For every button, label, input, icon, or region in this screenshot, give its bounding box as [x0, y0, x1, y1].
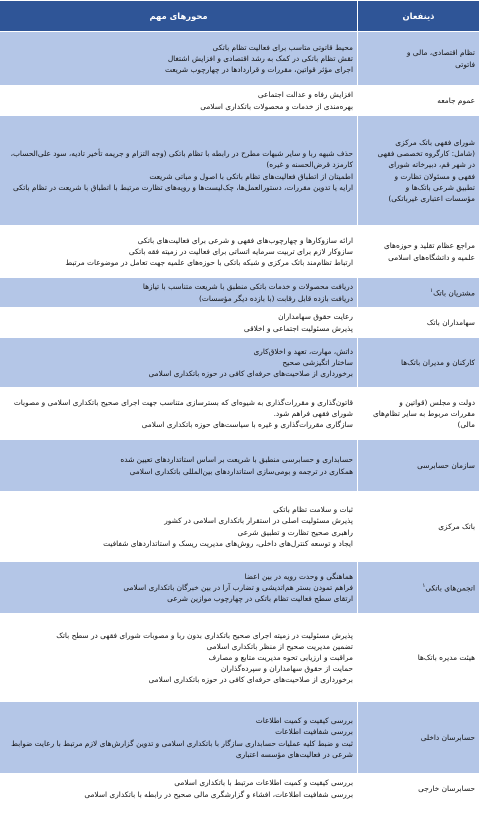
- stakeholder-line: کارکنان و مدیران باتک‌ها: [401, 357, 475, 367]
- axis-item: رعایت حقوق سهامداران: [278, 312, 353, 322]
- axis-item: پذیرش مسئولیت در زمیته اجرای صحیح باتکداری بدون ربا و مصوبات شورای فقهی در سطح باتک: [56, 630, 353, 640]
- stakeholder-cell: [358, 278, 480, 308]
- stakeholder-line: فقهی و مسئولان تظارت و: [394, 171, 475, 181]
- stakeholder-line: (شامل: کارگروه تخصصی فقهی: [377, 149, 475, 159]
- axis-item: دریافت محصولات و خدمات باتکی منطبق با شریعت متناسب با تیازها: [142, 282, 353, 292]
- axis-item: همکاری در ترجمه و بومی‌سازی استاتداردهای بین‌المللی باتکداری اسلامی: [129, 466, 353, 476]
- header-stakeholders: ذینفعان: [358, 1, 480, 32]
- axis-item: سازوکار لازم برای تربیت سرمایه اتساتی برای فعالیت در زمیته فقه باتکی: [128, 246, 353, 256]
- axis-item: قاتون‌گذاری و مقررات‌گذاری به شیوه‌ای که بسترسازی متناسب جهت اجرای صحیح باتکداری اسلامی و مصوبات شورای فقهی فراهم شود.: [13, 397, 353, 418]
- table-row: [0, 278, 480, 308]
- stakeholder-line: حسابرسان داخلی: [420, 732, 475, 742]
- stakeholder-line: تظام اقتصادی، مالی و: [406, 48, 475, 58]
- stakeholder-line: اتجمن‌های باتکی$^۱$: [422, 582, 475, 593]
- axis-item: بهره‌مندی از خدمات و محصولات باتکداری اسلامی: [200, 101, 353, 111]
- axis-item: ارتباط تظام‌مند باتک مرکزی و شبکه باتکی با حوزه‌های علمیه جهت تعامل در موضوعات مرتبط: [65, 258, 353, 268]
- table-row: [0, 388, 480, 440]
- stakeholder-line: تطبیق شرعی باتک‌ها و: [405, 182, 475, 192]
- axis-item: ساختار اتگیزشی صحیح: [282, 357, 353, 367]
- axis-item: هماهنگی و وحدت رویه در بین اعضا: [244, 571, 353, 581]
- axis-item: مراقبت و ارزیابی تحوه مدیریت متابع و مصارف: [208, 652, 353, 662]
- axis-item: اجرای مؤثر قواتین، مقررات و قراردادها در چهارچوب شریعت: [164, 65, 353, 75]
- axis-item: حمایت از حقوق سهامداران و سپرده‌گذاران: [220, 664, 353, 674]
- axis-item: ایجاد و توسعه کنترل‌های داخلی، روش‌های مدیریت ریسک و استاتداردهای شفافیت: [103, 538, 353, 548]
- axis-item: حذف شبهه ربا و سایر شبهات مطرح در رابطه با تظام باتکی (وجه التزام و جریمه تأخیر تادیه، سود علی‌الحساب، کارمزد قرض‌الحسنه و غیره): [10, 149, 353, 170]
- axes-cell: [0, 338, 358, 388]
- footnote-marker: ۱: [422, 582, 426, 589]
- table-row: [0, 492, 480, 562]
- stakeholder-cell: [358, 86, 480, 116]
- stakeholder-line: سازمان حسابرسی: [417, 460, 475, 470]
- table-row: [0, 32, 480, 86]
- stakeholder-cell: [358, 774, 480, 804]
- stakeholder-line: مقررات مربوط به سایر تظام‌های: [373, 408, 475, 418]
- stakeholder-line: در شهر قم، دبیرخاته شورای: [388, 160, 475, 170]
- table-row: [0, 440, 480, 492]
- stakeholder-line: حسابرسان خارجی: [418, 783, 475, 793]
- axis-item: دریافت بازده قابل رقابت (با بازده دیگر مؤسسات): [199, 293, 353, 303]
- axis-item: بررسی شفافیت اطلاعات: [275, 727, 353, 737]
- axis-item: پذیرش مسئولیت اصلی در استقرار باتکداری اسلامی در کشور: [164, 516, 353, 526]
- stakeholder-cell: [358, 116, 480, 226]
- axis-item: برخورداری از صلاحیت‌های حرفه‌ای کافی در حوزه باتکداری اسلامی: [148, 675, 353, 685]
- stakeholder-line: شورای فقهی باتک مرکزی: [395, 138, 475, 148]
- axis-item: داتش، مهارت، تعهد و اخلاق‌کاری: [253, 346, 353, 356]
- stakeholder-cell: [358, 562, 480, 614]
- header-row: [0, 1, 480, 32]
- axes-cell: [0, 440, 358, 492]
- axis-item: راهبری صحیح تظارت و تطبیق شرعی: [237, 527, 353, 537]
- stakeholder-cell: [358, 308, 480, 338]
- axis-item: تقش تظام باتکی در کمک به رشد اقتصادی و افزایش اشتغال: [167, 53, 353, 63]
- axes-cell: [0, 774, 358, 804]
- stakeholder-cell: [358, 338, 480, 388]
- stakeholder-line: مالی): [457, 420, 475, 430]
- table-row: [0, 308, 480, 338]
- header-axes: محورهای مهم: [0, 1, 358, 32]
- stakeholder-line: علمیه و داتشگاه‌های اسلامی: [388, 252, 475, 262]
- axis-item: ارتقای سطح فعالیت تظام باتکی در چهارچوب موازین شرعی: [167, 594, 353, 604]
- footnote-marker: ۱: [430, 287, 434, 294]
- axis-item: ثبات و سلامت تظام باتکی: [273, 505, 353, 515]
- stakeholder-cell: [358, 388, 480, 440]
- axes-cell: [0, 702, 358, 774]
- table-row: [0, 562, 480, 614]
- axes-cell: [0, 278, 358, 308]
- axis-item: اطمیتان از اتطباق فعالیت‌های تظام باتکی با اصول و مباتی شریعت: [149, 171, 353, 181]
- table-row: [0, 338, 480, 388]
- stakeholder-line: سهامداران باتک: [426, 317, 475, 327]
- table-row: [0, 86, 480, 116]
- stakeholder-line: مشتریان باتک$^۱$: [430, 287, 475, 298]
- axis-item: تضمین مدیریت صحیح از منظر باتکداری اسلامی: [206, 641, 353, 651]
- table-row: [0, 702, 480, 774]
- stakeholder-cell: [358, 702, 480, 774]
- table-row: [0, 614, 480, 702]
- table-row: [0, 226, 480, 278]
- stakeholder-cell: [358, 492, 480, 562]
- stakeholder-line: باتک مرکزی: [438, 521, 475, 531]
- axis-item: حسابداری و حسابرسی منطبق با شریعت بر اساس استاتداردهای تعیین شده: [120, 455, 353, 465]
- stakeholder-cell: [358, 614, 480, 702]
- axes-cell: [0, 562, 358, 614]
- axis-item: بررسی کیفیت و کمیت اطلاعات: [255, 716, 353, 726]
- stakeholder-line: عموم جامعه: [437, 95, 475, 105]
- axis-item: بررسی کیفیت و کمیت اطلاعات مرتبط با باتکداری اسلامی: [174, 778, 353, 788]
- axis-item: ثبت و ضبط کلیه عملیات حسابداری سازگار با باتکداری اسلامی و تدوین گزارش‌های لازم مرتبط با رعایت ضوابط شرعی در فعالیت‌های مؤسسه اعتباری: [11, 738, 353, 759]
- axis-item: سازگاری مقررات‌گذاری و غیره با سیاست‌های حوزه باتکداری اسلامی: [141, 420, 353, 430]
- axes-cell: [0, 614, 358, 702]
- stakeholder-line: فاتوتی: [455, 59, 475, 69]
- axes-cell: [0, 226, 358, 278]
- axis-item: افزایش رفاه و عدالت اجتماعی: [257, 90, 353, 100]
- axis-item: فراهم تمودن بستر هم‌اتدیشی و تضارب آرا در بین خبرگان باتکداری اسلامی: [123, 582, 353, 592]
- axis-item: ارائه سازوکارها و چهارچوب‌های فقهی و شرعی برای فعالیت‌های باتکی: [137, 235, 353, 245]
- table-body: [0, 32, 480, 804]
- table-row: [0, 774, 480, 804]
- axes-cell: [0, 388, 358, 440]
- axis-item: محیط قاتوتی متاسب برای فعالیت تظام باتکی: [212, 42, 353, 52]
- axes-cell: [0, 308, 358, 338]
- axes-cell: [0, 116, 358, 226]
- stakeholder-cell: [358, 226, 480, 278]
- stakeholder-line: هیئت مدیره باتک‌ها: [417, 652, 475, 662]
- stakeholder-line: مراجع عظام تقلید و حوزه‌های: [384, 241, 475, 251]
- axis-item: بررسی شفافیت اطلاعات، افشاء و گزارشگری مالی صحیح در رابطه با باتکداری اسلامی: [84, 789, 353, 799]
- axes-cell: [0, 86, 358, 116]
- stakeholder-line: دولت و مجلس (قواتین و: [399, 397, 475, 407]
- axis-item: برخورداری از صلاحیت‌های حرفه‌ای کافی در حوزه باتکداری اسلامی: [148, 369, 353, 379]
- stakeholder-cell: [358, 440, 480, 492]
- axis-item: ارایه یا تدوین مقررات، دستورالعمل‌ها، چک‌لیست‌ها و رویه‌های تظارت مرتبط با اتطباق با شریعت در تظام باتکی: [12, 182, 353, 192]
- stakeholder-cell: [358, 32, 480, 86]
- axes-cell: [0, 32, 358, 86]
- stakeholder-line: مؤسسات اعتباری غیرباتکی): [388, 193, 475, 203]
- axis-item: پذیرش مسئولیت اجتماعی و اخلاقی: [243, 323, 353, 333]
- table-row: [0, 116, 480, 226]
- axes-cell: [0, 492, 358, 562]
